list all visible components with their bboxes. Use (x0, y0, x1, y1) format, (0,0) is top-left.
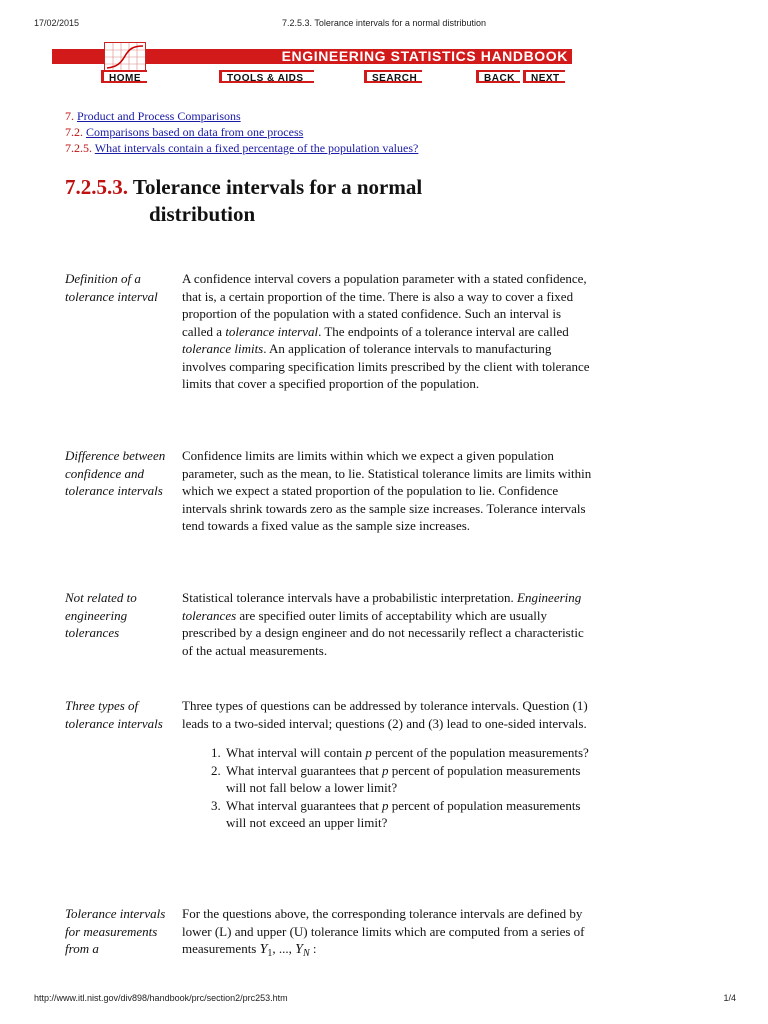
breadcrumb-link[interactable]: Comparisons based on data from one process (86, 125, 304, 139)
print-footer (34, 993, 736, 1003)
nav-home-button[interactable]: HOME (101, 70, 147, 83)
body-text: For the questions above, the corresponding tolerance intervals are defined by lower (L) and upper (U) tolerance limits which are computed from a series of measurements (182, 906, 585, 956)
list-item (224, 744, 594, 762)
breadcrumb-number: 7.2.5. (65, 141, 92, 155)
entry-label: Three types of tolerance intervals (65, 698, 163, 731)
print-url: http://www.itl.nist.gov/div898/handbook/prc/section2/prc253.htm (34, 993, 288, 1003)
entry-body: Confidence limits are limits within which we expect a given population parameter, such as the mean, to lie. Statistical tolerance limits are limits within which we expect a stated proportion of the population to lie. Confidence intervals shrink towards zero as the sample size increases. Tolerance intervals tend towards a fixed value as the sample size increases. (182, 448, 592, 533)
body-text: . The endpoints of a tolerance interval are called (318, 323, 569, 339)
graph-logo-icon (105, 43, 145, 71)
print-page-number: 1/4 (723, 993, 736, 1003)
body-text: What interval guarantees that (226, 762, 382, 778)
variable-p: p (381, 762, 389, 778)
breadcrumb-number: 7. (65, 109, 74, 123)
handbook-logo (104, 42, 146, 72)
nav-back-button[interactable]: BACK (476, 70, 520, 83)
nav-search-button[interactable]: SEARCH (364, 70, 422, 83)
nav-next-button[interactable]: NEXT (523, 70, 565, 83)
body-text: percent of the population measurements? (371, 745, 589, 760)
body-text: , ..., (272, 941, 296, 956)
entry-label: Tolerance intervals for measurements from a (65, 906, 166, 956)
body-text: Statistical tolerance intervals have a probabilistic interpretation. (182, 590, 517, 605)
nav-tools-button[interactable]: TOOLS & AIDS (219, 70, 314, 83)
question-list (182, 744, 594, 832)
body-emphasis: Engineering tolerances (182, 590, 582, 623)
body-text: percent of population measurements will not fall below a lower limit? (226, 762, 581, 795)
entry-body (182, 697, 594, 832)
print-doc-title: 7.2.5.3. Tolerance intervals for a normal distribution (282, 18, 486, 28)
body-emphasis: tolerance limits (182, 341, 264, 356)
banner-title: ENGINEERING STATISTICS HANDBOOK (281, 48, 568, 64)
math-variable: Y (259, 942, 268, 957)
body-text: are specified outer limits of acceptability which are usually prescribed by a design engineer and do not necessarily reflect a characteristic of the actual measurements. (182, 607, 584, 658)
math-variable: Y (295, 942, 303, 957)
entry-label: Not related to engineering tolerances (65, 590, 137, 640)
body-emphasis: tolerance interval (225, 323, 319, 339)
body-text: Three types of questions can be addressed by tolerance intervals. Question (1) leads to a two-sided interval; questions (2) and (3) lead to one-sided intervals. (182, 698, 588, 731)
body-text: . An application of tolerance intervals to manufacturing involves comparing specification limits prescribed by the client with tolerance limits that cover a specified proportion of the population. (182, 341, 590, 391)
breadcrumb-number: 7.2. (65, 125, 83, 139)
section-number: 7.2.5.3. (65, 175, 128, 199)
page-title (65, 174, 585, 228)
variable-p: p (381, 797, 389, 813)
math-subscript: N (302, 948, 310, 959)
breadcrumb-item (65, 140, 418, 156)
section-title-line2: distribution (149, 202, 256, 226)
breadcrumb-link[interactable]: Product and Process Comparisons (77, 109, 241, 123)
breadcrumb (65, 108, 418, 156)
body-text: percent of population measurements will not exceed an upper limit? (226, 797, 581, 830)
breadcrumb-link[interactable]: What intervals contain a fixed percentage of the population values? (94, 141, 419, 155)
entry-body (182, 270, 594, 393)
list-item (224, 762, 594, 797)
list-item (224, 797, 594, 832)
breadcrumb-item (65, 124, 418, 140)
variable-p: p (365, 745, 372, 760)
body-text: What interval will contain (226, 745, 366, 760)
entry-body (182, 589, 594, 659)
section-title-line1: Tolerance intervals for a normal (132, 175, 423, 199)
entry-label: Difference between confidence and tolerance intervals (65, 448, 166, 498)
body-text: What interval guarantees that (226, 797, 382, 813)
breadcrumb-item (65, 108, 418, 124)
body-text: : (309, 941, 317, 956)
entry-label: Definition of a tolerance interval (65, 271, 158, 304)
body-text: A confidence interval covers a population parameter with a stated confidence, that is, a certain proportion of the time. There is also a way to cover a fixed proportion of the population with a stated confidence. Such an interval is called a (182, 271, 587, 339)
entry-body (182, 905, 594, 963)
print-date: 17/02/2015 (34, 18, 80, 28)
math-subscript: 1 (267, 948, 273, 959)
